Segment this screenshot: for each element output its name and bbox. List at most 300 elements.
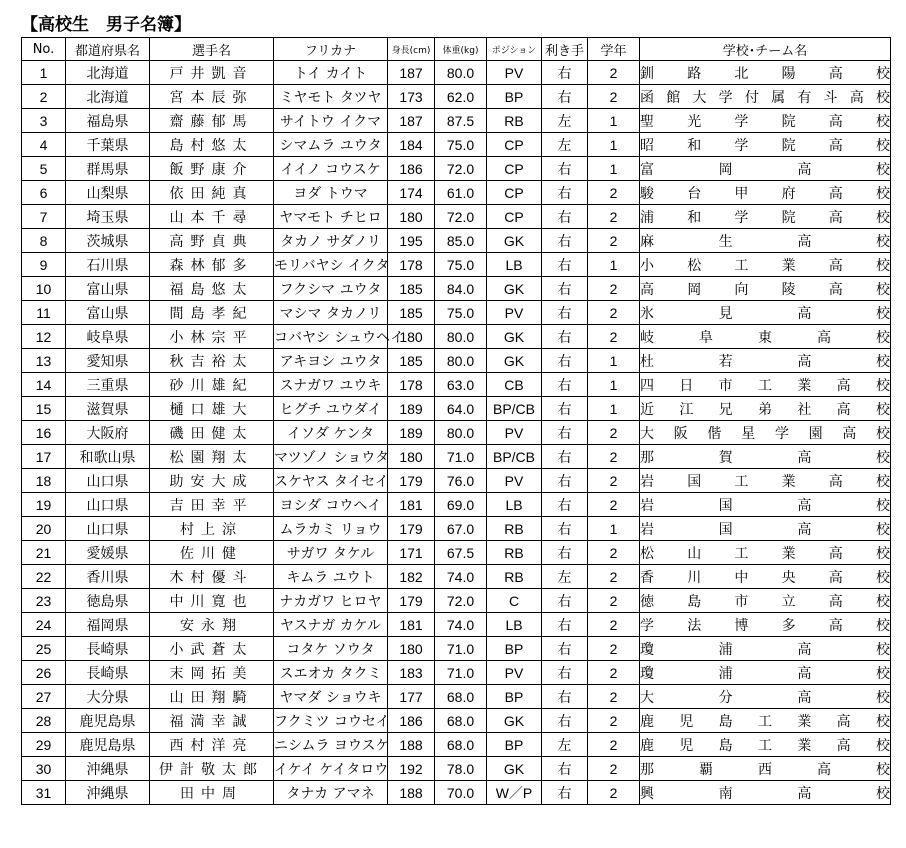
cell-player-name: 西村洋亮 [150,733,274,757]
cell-grade: 2 [588,493,640,517]
cell-dominant-hand: 右 [542,757,588,781]
cell-grade: 2 [588,709,640,733]
cell-furigana: マツゾノ ショウタ [274,445,388,469]
cell-prefecture: 愛媛県 [66,541,150,565]
cell-school: 近江兄弟社高校 [640,397,891,421]
cell-dominant-hand: 右 [542,661,588,685]
cell-dominant-hand: 右 [542,445,588,469]
cell-dominant-hand: 右 [542,781,588,805]
cell-dominant-hand: 右 [542,373,588,397]
cell-weight: 67.0 [435,517,487,541]
cell-player-name: 末岡拓美 [150,661,274,685]
cell-no: 27 [22,685,66,709]
cell-grade: 1 [588,157,640,181]
cell-no: 13 [22,349,66,373]
cell-school: 浦和学院高校 [640,205,891,229]
table-row [22,421,891,445]
cell-weight: 84.0 [435,277,487,301]
cell-grade: 2 [588,613,640,637]
cell-furigana: ミヤモト タツヤ [274,85,388,109]
cell-grade: 1 [588,253,640,277]
cell-dominant-hand: 右 [542,85,588,109]
cell-player-name: 戸井凱音 [150,61,274,85]
cell-player-name: 高野貞典 [150,229,274,253]
cell-school: 大分高校 [640,685,891,709]
cell-dominant-hand: 右 [542,325,588,349]
cell-grade: 2 [588,301,640,325]
cell-position: CP [487,205,542,229]
cell-player-name: 村上涼 [150,517,274,541]
cell-dominant-hand: 左 [542,133,588,157]
roster-body [22,61,891,805]
cell-furigana: ヤマモト チヒロ [274,205,388,229]
cell-player-name: 飯野康介 [150,157,274,181]
table-row [22,229,891,253]
cell-position: BP [487,637,542,661]
cell-player-name: 間島孝紀 [150,301,274,325]
cell-dominant-hand: 左 [542,733,588,757]
cell-school: 徳島市立高校 [640,589,891,613]
cell-weight: 63.0 [435,373,487,397]
cell-no: 31 [22,781,66,805]
cell-dominant-hand: 右 [542,277,588,301]
cell-prefecture: 群馬県 [66,157,150,181]
table-row [22,709,891,733]
cell-player-name: 森林郁多 [150,253,274,277]
cell-school: 杜若高校 [640,349,891,373]
cell-no: 25 [22,637,66,661]
cell-dominant-hand: 右 [542,157,588,181]
cell-prefecture: 香川県 [66,565,150,589]
cell-prefecture: 愛知県 [66,349,150,373]
table-row [22,493,891,517]
cell-prefecture: 岐阜県 [66,325,150,349]
cell-dominant-hand: 右 [542,589,588,613]
table-row [22,541,891,565]
cell-position: BP/CB [487,445,542,469]
cell-dominant-hand: 右 [542,61,588,85]
cell-furigana: マシマ タカノリ [274,301,388,325]
cell-dominant-hand: 右 [542,613,588,637]
cell-weight: 72.0 [435,157,487,181]
cell-position: CB [487,373,542,397]
cell-no: 10 [22,277,66,301]
cell-no: 4 [22,133,66,157]
cell-position: GK [487,349,542,373]
cell-player-name: 依田純真 [150,181,274,205]
cell-school: 鹿児島工業高校 [640,733,891,757]
cell-prefecture: 富山県 [66,301,150,325]
cell-height: 187 [388,109,435,133]
cell-grade: 2 [588,205,640,229]
cell-furigana: イケイ ケイタロウ [274,757,388,781]
cell-grade: 2 [588,637,640,661]
cell-furigana: ヨシダ コウヘイ [274,493,388,517]
cell-no: 30 [22,757,66,781]
cell-weight: 85.0 [435,229,487,253]
header-school: 学校･チーム名 [640,38,891,61]
cell-grade: 2 [588,277,640,301]
cell-player-name: 松園翔太 [150,445,274,469]
cell-school: 麻生高校 [640,229,891,253]
cell-prefecture: 茨城県 [66,229,150,253]
cell-weight: 71.0 [435,637,487,661]
cell-furigana: ニシムラ ヨウスケ [274,733,388,757]
cell-dominant-hand: 右 [542,421,588,445]
cell-weight: 80.0 [435,349,487,373]
cell-grade: 2 [588,757,640,781]
cell-grade: 2 [588,733,640,757]
cell-grade: 2 [588,565,640,589]
cell-school: 瓊浦高校 [640,661,891,685]
cell-no: 8 [22,229,66,253]
cell-no: 19 [22,493,66,517]
cell-furigana: スケヤス タイセイ [274,469,388,493]
cell-player-name: 小武蒼太 [150,637,274,661]
cell-weight: 61.0 [435,181,487,205]
cell-weight: 67.5 [435,541,487,565]
cell-furigana: ヤスナガ カケル [274,613,388,637]
cell-furigana: コタケ ソウタ [274,637,388,661]
table-row [22,373,891,397]
cell-grade: 1 [588,349,640,373]
cell-school: 岩国高校 [640,517,891,541]
table-row [22,757,891,781]
cell-height: 178 [388,253,435,277]
cell-furigana: サイトウ イクマ [274,109,388,133]
cell-height: 192 [388,757,435,781]
cell-prefecture: 千葉県 [66,133,150,157]
cell-grade: 2 [588,181,640,205]
table-row [22,517,891,541]
cell-school: 鹿児島工業高校 [640,709,891,733]
cell-weight: 74.0 [435,565,487,589]
cell-position: BP [487,733,542,757]
cell-school: 四日市工業高校 [640,373,891,397]
cell-school: 学法博多高校 [640,613,891,637]
cell-furigana: スエオカ タクミ [274,661,388,685]
cell-weight: 71.0 [435,445,487,469]
cell-furigana: イイノ コウスケ [274,157,388,181]
table-row [22,109,891,133]
cell-weight: 71.0 [435,661,487,685]
cell-height: 185 [388,349,435,373]
cell-player-name: 木村優斗 [150,565,274,589]
cell-player-name: 小林宗平 [150,325,274,349]
cell-prefecture: 徳島県 [66,589,150,613]
cell-height: 185 [388,277,435,301]
cell-no: 2 [22,85,66,109]
header-weight: 体重(kg) [435,38,487,61]
cell-prefecture: 和歌山県 [66,445,150,469]
cell-dominant-hand: 左 [542,565,588,589]
cell-position: W／P [487,781,542,805]
cell-height: 179 [388,469,435,493]
cell-height: 180 [388,325,435,349]
table-row [22,589,891,613]
cell-grade: 2 [588,325,640,349]
table-row [22,205,891,229]
cell-player-name: 山田翔騎 [150,685,274,709]
cell-grade: 2 [588,661,640,685]
cell-school: 昭和学院高校 [640,133,891,157]
cell-no: 23 [22,589,66,613]
table-row [22,661,891,685]
cell-prefecture: 長崎県 [66,661,150,685]
cell-height: 185 [388,301,435,325]
cell-player-name: 山本千尋 [150,205,274,229]
cell-no: 1 [22,61,66,85]
cell-weight: 87.5 [435,109,487,133]
cell-furigana: サガワ タケル [274,541,388,565]
header-dominant-hand: 利き手 [542,38,588,61]
cell-dominant-hand: 右 [542,181,588,205]
cell-school: 瓊浦高校 [640,637,891,661]
cell-prefecture: 福島県 [66,109,150,133]
table-row [22,565,891,589]
cell-grade: 2 [588,589,640,613]
cell-no: 11 [22,301,66,325]
cell-height: 187 [388,61,435,85]
cell-prefecture: 鹿児島県 [66,709,150,733]
cell-height: 184 [388,133,435,157]
cell-height: 174 [388,181,435,205]
cell-prefecture: 埼玉県 [66,205,150,229]
cell-no: 21 [22,541,66,565]
cell-height: 179 [388,589,435,613]
cell-height: 181 [388,613,435,637]
cell-furigana: ヨダ トウマ [274,181,388,205]
cell-height: 189 [388,397,435,421]
table-row [22,349,891,373]
cell-prefecture: 鹿児島県 [66,733,150,757]
cell-no: 16 [22,421,66,445]
cell-school: 釧路北陽高校 [640,61,891,85]
cell-position: LB [487,493,542,517]
cell-weight: 74.0 [435,613,487,637]
cell-position: LB [487,613,542,637]
table-row [22,685,891,709]
cell-height: 182 [388,565,435,589]
cell-school: 興南高校 [640,781,891,805]
cell-weight: 68.0 [435,733,487,757]
cell-furigana: アキヨシ ユウタ [274,349,388,373]
header-height: 身長(cm) [388,38,435,61]
cell-position: PV [487,301,542,325]
cell-grade: 2 [588,421,640,445]
cell-player-name: 齋藤郁馬 [150,109,274,133]
header-grade: 学年 [588,38,640,61]
cell-weight: 70.0 [435,781,487,805]
cell-player-name: 島村悠太 [150,133,274,157]
cell-height: 180 [388,205,435,229]
cell-furigana: コバヤシ シュウヘイ [274,325,388,349]
cell-school: 岩国高校 [640,493,891,517]
cell-position: GK [487,277,542,301]
cell-height: 178 [388,373,435,397]
cell-dominant-hand: 右 [542,349,588,373]
cell-no: 12 [22,325,66,349]
cell-no: 5 [22,157,66,181]
cell-position: RB [487,517,542,541]
cell-school: 高岡向陵高校 [640,277,891,301]
cell-height: 180 [388,445,435,469]
cell-grade: 1 [588,397,640,421]
cell-school: 香川中央高校 [640,565,891,589]
cell-player-name: 砂川雄紀 [150,373,274,397]
cell-player-name: 伊計敬太郎 [150,757,274,781]
cell-player-name: 中川寛也 [150,589,274,613]
cell-prefecture: 滋賀県 [66,397,150,421]
cell-position: GK [487,229,542,253]
table-row [22,253,891,277]
cell-player-name: 樋口雄大 [150,397,274,421]
cell-dominant-hand: 右 [542,541,588,565]
cell-dominant-hand: 左 [542,109,588,133]
cell-dominant-hand: 右 [542,253,588,277]
cell-dominant-hand: 右 [542,493,588,517]
cell-furigana: フクシマ ユウタ [274,277,388,301]
cell-no: 17 [22,445,66,469]
cell-dominant-hand: 右 [542,205,588,229]
cell-height: 188 [388,733,435,757]
cell-school: 那覇西高校 [640,757,891,781]
cell-furigana: ナカガワ ヒロヤ [274,589,388,613]
table-row [22,445,891,469]
cell-position: PV [487,61,542,85]
cell-furigana: キムラ ユウト [274,565,388,589]
cell-prefecture: 富山県 [66,277,150,301]
cell-position: PV [487,469,542,493]
cell-position: RB [487,109,542,133]
cell-height: 173 [388,85,435,109]
header-player-name: 選手名 [150,38,274,61]
cell-no: 15 [22,397,66,421]
cell-furigana: タカノ サダノリ [274,229,388,253]
cell-dominant-hand: 右 [542,637,588,661]
cell-school: 岐阜東高校 [640,325,891,349]
cell-grade: 1 [588,517,640,541]
table-row [22,133,891,157]
cell-no: 24 [22,613,66,637]
cell-dominant-hand: 右 [542,517,588,541]
cell-grade: 2 [588,61,640,85]
cell-position: PV [487,421,542,445]
cell-position: C [487,589,542,613]
cell-weight: 75.0 [435,301,487,325]
cell-furigana: フクミツ コウセイ [274,709,388,733]
cell-height: 186 [388,157,435,181]
cell-height: 179 [388,517,435,541]
cell-weight: 75.0 [435,133,487,157]
cell-height: 188 [388,781,435,805]
cell-grade: 1 [588,373,640,397]
cell-player-name: 助安大成 [150,469,274,493]
cell-furigana: タナカ アマネ [274,781,388,805]
table-row [22,397,891,421]
cell-weight: 62.0 [435,85,487,109]
cell-grade: 2 [588,85,640,109]
cell-school: 駿台甲府高校 [640,181,891,205]
cell-player-name: 安永翔 [150,613,274,637]
cell-no: 28 [22,709,66,733]
cell-weight: 76.0 [435,469,487,493]
cell-no: 9 [22,253,66,277]
cell-dominant-hand: 右 [542,685,588,709]
cell-weight: 68.0 [435,709,487,733]
cell-prefecture: 山口県 [66,517,150,541]
cell-grade: 2 [588,229,640,253]
cell-school: 大阪偕星学園高校 [640,421,891,445]
cell-grade: 2 [588,781,640,805]
cell-weight: 80.0 [435,325,487,349]
table-row [22,157,891,181]
cell-no: 3 [22,109,66,133]
cell-position: BP [487,85,542,109]
cell-school: 松山工業高校 [640,541,891,565]
cell-school: 岩国工業高校 [640,469,891,493]
cell-furigana: シマムラ ユウタ [274,133,388,157]
cell-prefecture: 沖縄県 [66,781,150,805]
cell-furigana: スナガワ ユウキ [274,373,388,397]
cell-position: BP [487,685,542,709]
table-row [22,469,891,493]
cell-player-name: 福島悠太 [150,277,274,301]
header-position: ポジション [487,38,542,61]
cell-no: 14 [22,373,66,397]
cell-furigana: ヤマダ ショウキ [274,685,388,709]
cell-prefecture: 大分県 [66,685,150,709]
cell-player-name: 吉田幸平 [150,493,274,517]
cell-player-name: 磯田健太 [150,421,274,445]
cell-player-name: 宮本辰弥 [150,85,274,109]
cell-weight: 75.0 [435,253,487,277]
cell-prefecture: 山口県 [66,493,150,517]
roster-table [21,37,891,805]
cell-prefecture: 山口県 [66,469,150,493]
cell-weight: 80.0 [435,421,487,445]
cell-prefecture: 北海道 [66,85,150,109]
cell-prefecture: 福岡県 [66,613,150,637]
page-title: 【高校生 男子名簿】 [21,15,191,35]
table-row [22,181,891,205]
table-row [22,325,891,349]
cell-dominant-hand: 右 [542,469,588,493]
cell-school: 那賀高校 [640,445,891,469]
cell-grade: 2 [588,469,640,493]
header-row [22,38,891,61]
cell-position: CP [487,133,542,157]
cell-school: 氷見高校 [640,301,891,325]
table-row [22,733,891,757]
cell-dominant-hand: 右 [542,397,588,421]
cell-position: GK [487,325,542,349]
cell-no: 29 [22,733,66,757]
cell-dominant-hand: 右 [542,709,588,733]
cell-position: RB [487,541,542,565]
cell-school: 小松工業高校 [640,253,891,277]
cell-position: GK [487,757,542,781]
cell-weight: 72.0 [435,205,487,229]
cell-school: 聖光学院高校 [640,109,891,133]
cell-furigana: イソダ ケンタ [274,421,388,445]
cell-height: 195 [388,229,435,253]
cell-prefecture: 沖縄県 [66,757,150,781]
cell-dominant-hand: 右 [542,229,588,253]
cell-position: LB [487,253,542,277]
table-row [22,781,891,805]
cell-player-name: 秋吉裕太 [150,349,274,373]
